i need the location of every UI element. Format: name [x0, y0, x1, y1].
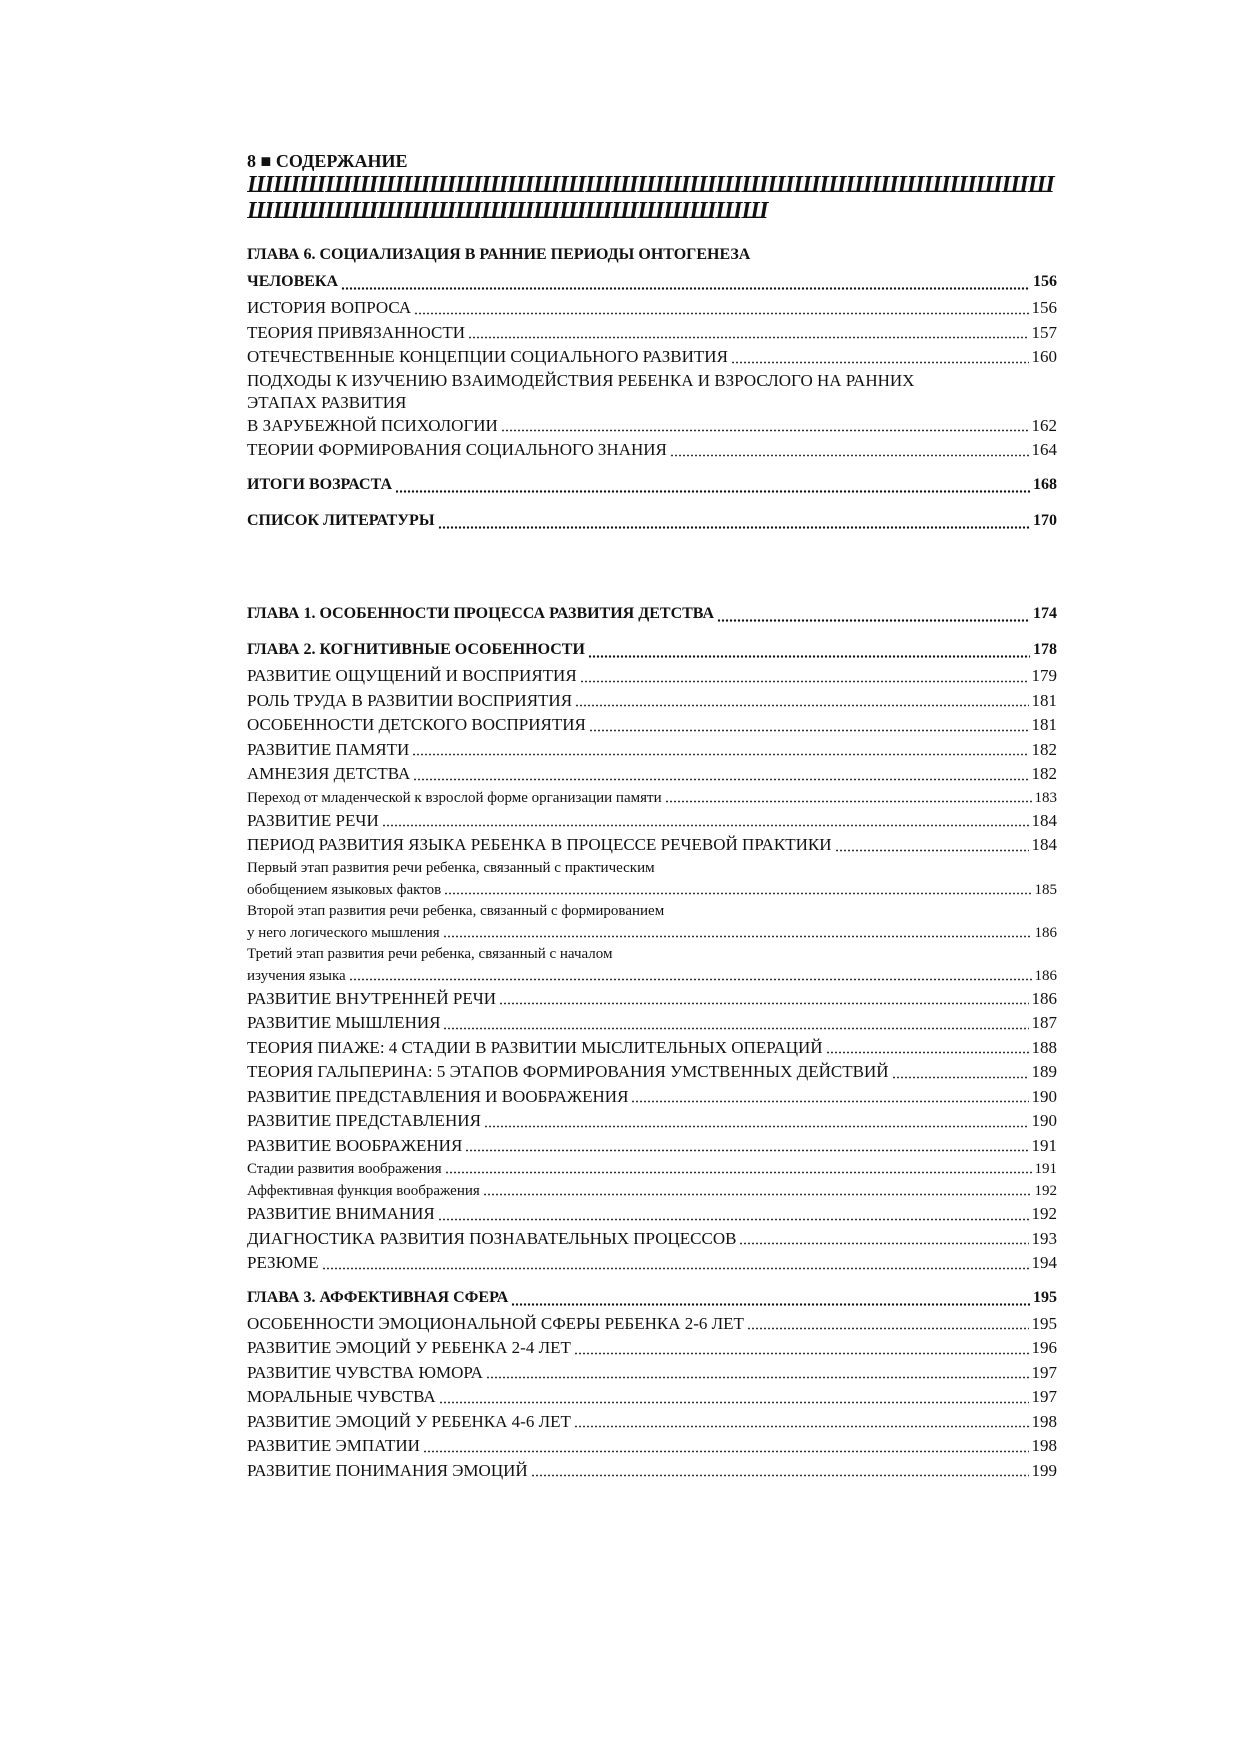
dot-leader — [444, 892, 1031, 895]
toc-entry-page: 181 — [1031, 715, 1057, 734]
toc-entry-title: ТЕОРИИ ФОРМИРОВАНИЯ СОЦИАЛЬНОГО ЗНАНИЯ — [247, 440, 667, 459]
toc-entry — [247, 664, 1057, 689]
toc-entry-page: 162 — [1031, 415, 1057, 435]
toc-entry-title: ОТЕЧЕСТВЕННЫЕ КОНЦЕПЦИИ СОЦИАЛЬНОГО РАЗВИТИЯ — [247, 347, 728, 366]
toc-entry-page: 182 — [1031, 764, 1057, 783]
dot-leader — [499, 1002, 1028, 1005]
toc-entry-title: РОЛЬ ТРУДА В РАЗВИТИИ ВОСПРИЯТИЯ — [247, 690, 573, 710]
toc-entry-title: РЕЗЮМЕ — [247, 1253, 319, 1272]
dot-leader — [580, 680, 1029, 683]
toc-entry — [247, 414, 1057, 439]
toc-entry-title: ТЕОРИЯ ПИАЖЕ: 4 СТАДИИ В РАЗВИТИИ МЫСЛИТЕЛЬНЫХ ОПЕРАЦИЙ — [247, 1037, 823, 1057]
dot-leader — [445, 1171, 1032, 1174]
toc-entry — [247, 1180, 1057, 1202]
toc-entry — [247, 600, 1057, 628]
toc-entry-page: 183 — [1034, 789, 1057, 806]
toc-entry — [247, 713, 1057, 738]
toc-entry-page: 192 — [1034, 1183, 1057, 1199]
toc-entry — [247, 1312, 1057, 1337]
toc-entry-title: РАЗВИТИЕ ВНУТРЕННЕЙ РЕЧИ — [247, 988, 497, 1008]
toc-entry-page: 164 — [1031, 440, 1057, 459]
toc-entry-page: 184 — [1031, 810, 1057, 830]
toc-entry-title: ЧЕЛОВЕКА — [247, 273, 339, 290]
toc-entry-page: 190 — [1031, 1086, 1057, 1106]
toc-entry-title-line: Второй этап развития речи ребенка, связанный с формированием — [247, 902, 665, 919]
dot-leader — [589, 729, 1029, 732]
toc-entry-title: В ЗАРУБЕЖНОЙ ПСИХОЛОГИИ — [247, 415, 498, 435]
toc-entry-page: 186 — [1031, 988, 1057, 1008]
toc-entry — [247, 1060, 1057, 1085]
toc-entry-page: 157 — [1031, 322, 1057, 342]
toc-entry — [247, 738, 1057, 763]
dot-leader — [412, 753, 1028, 756]
toc-entry-title: РАЗВИТИЕ ПОНИМАНИЯ ЭМОЦИЙ — [247, 1460, 528, 1480]
toc-section-2 — [247, 592, 1057, 1483]
dot-leader — [414, 312, 1028, 315]
toc-entry — [247, 1434, 1057, 1459]
toc-entry-title-line: ПОДХОДЫ К ИЗУЧЕНИЮ ВЗАИМОДЕЙСТВИЯ РЕБЕНКА И ВЗРОСЛОГО НА РАННИХ — [247, 370, 915, 390]
toc-entry — [247, 965, 1057, 987]
toc-entry — [247, 1036, 1057, 1061]
toc-entry — [247, 321, 1057, 346]
toc-entry-title: РАЗВИТИЕ ОЩУЩЕНИЙ И ВОСПРИЯТИЯ — [247, 666, 577, 685]
toc-entry-title: СПИСОК ЛИТЕРАТУРЫ — [247, 511, 435, 529]
toc-entry-page: 198 — [1031, 1436, 1057, 1455]
toc-entry — [247, 1202, 1057, 1227]
toc-entry-title: РАЗВИТИЕ ПРЕДСТАВЛЕНИЯ — [247, 1111, 481, 1130]
toc-entry — [247, 1085, 1057, 1110]
toc-entry-title: ОСОБЕННОСТИ ЭМОЦИОНАЛЬНОЙ СФЕРЫ РЕБЕНКА 2-6 ЛЕТ — [247, 1313, 744, 1333]
toc-entry — [247, 762, 1057, 787]
dot-leader — [413, 778, 1028, 781]
toc-entry — [247, 507, 1057, 535]
toc-entry-title: РАЗВИТИЕ ЧУВСТВА ЮМОРА — [247, 1362, 483, 1382]
toc-entry-page: 160 — [1031, 347, 1057, 366]
toc-entry-page: 192 — [1031, 1204, 1057, 1223]
toc-entry-page: 185 — [1034, 881, 1057, 898]
toc-entry — [247, 1336, 1057, 1361]
toc-entry-title: ГЛАВА 3. АФФЕКТИВНАЯ СФЕРА — [247, 1288, 509, 1306]
toc-entry-page: 181 — [1031, 690, 1057, 710]
dot-leader — [511, 1303, 1030, 1306]
toc-entry-page: 197 — [1031, 1362, 1057, 1382]
dot-leader — [731, 361, 1029, 364]
dot-leader — [826, 1051, 1029, 1054]
toc-entry-page: 178 — [1033, 641, 1057, 658]
toc-entry — [247, 1410, 1057, 1435]
toc-entry-page: 191 — [1034, 1161, 1057, 1177]
toc-entry-page: 196 — [1031, 1338, 1057, 1357]
toc-entry — [247, 1158, 1057, 1180]
toc-entry-title: РАЗВИТИЕ ВНИМАНИЯ — [247, 1204, 435, 1223]
toc-entry-page: 168 — [1033, 475, 1057, 493]
toc-entry — [247, 438, 1057, 463]
toc-entry — [247, 809, 1057, 834]
dot-leader — [349, 978, 1032, 981]
toc-entry — [247, 1459, 1057, 1484]
toc-entry-title: ДИАГНОСТИКА РАЗВИТИЯ ПОЗНАВАТЕЛЬНЫХ ПРОЦЕССОВ — [247, 1228, 737, 1248]
toc-entry-title: АМНЕЗИЯ ДЕТСТВА — [247, 764, 411, 783]
page-header — [247, 150, 1057, 224]
toc-entry-page: 193 — [1031, 1228, 1057, 1248]
dot-leader — [438, 526, 1030, 529]
toc-entry — [247, 922, 1057, 944]
toc-entry — [247, 1011, 1057, 1036]
dot-leader — [588, 655, 1030, 658]
toc-section-1 — [247, 242, 1057, 535]
toc-entry — [247, 879, 1057, 901]
toc-entry-page: 189 — [1031, 1062, 1057, 1081]
toc-entry — [247, 1109, 1057, 1134]
dot-leader — [483, 1193, 1032, 1196]
toc-entry-title: РАЗВИТИЕ ЭМОЦИЙ У РЕБЕНКА 4-6 ЛЕТ — [247, 1411, 571, 1431]
toc-entry-page: 190 — [1031, 1111, 1057, 1130]
toc-entry — [247, 268, 1057, 296]
dot-leader — [670, 454, 1029, 457]
toc-entry — [247, 1361, 1057, 1386]
dot-leader — [341, 287, 1030, 290]
toc-entry — [247, 296, 1057, 321]
dot-leader — [438, 1218, 1029, 1221]
dot-leader — [395, 490, 1030, 493]
toc-entry-title: РАЗВИТИЕ МЫШЛЕНИЯ — [247, 1013, 441, 1032]
dot-leader — [443, 1027, 1028, 1030]
toc-chapter-title-line: ГЛАВА 6. СОЦИАЛИЗАЦИЯ В РАННИЕ ПЕРИОДЫ ОНТОГЕНЕЗА — [247, 246, 751, 263]
dot-leader — [631, 1100, 1028, 1103]
toc-entry-title: Аффективная функция воображения — [247, 1183, 480, 1199]
dot-leader — [439, 1401, 1029, 1404]
toc-entry — [247, 689, 1057, 714]
toc-entry — [247, 1251, 1057, 1276]
toc-entry — [247, 345, 1057, 370]
toc-entry-title: ГЛАВА 2. КОГНИТИВНЫЕ ОСОБЕННОСТИ — [247, 641, 585, 658]
toc-entry-page: 195 — [1033, 1288, 1057, 1306]
toc-entry-title: РАЗВИТИЕ ВООБРАЖЕНИЯ — [247, 1135, 463, 1155]
toc-entry-page: 191 — [1031, 1135, 1057, 1155]
toc-entry-title: изучения языка — [247, 967, 346, 984]
dot-leader — [423, 1450, 1029, 1453]
toc-entry-page: 186 — [1034, 967, 1057, 984]
dot-leader — [486, 1376, 1029, 1379]
dot-leader — [443, 935, 1032, 938]
toc-entry-title: ПЕРИОД РАЗВИТИЯ ЯЗЫКА РЕБЕНКА В ПРОЦЕССЕ РЕЧЕВОЙ ПРАКТИКИ — [247, 835, 832, 854]
toc-entry-title: РАЗВИТИЕ ЭМОЦИЙ У РЕБЕНКА 2-4 ЛЕТ — [247, 1338, 571, 1357]
dot-leader — [468, 336, 1028, 339]
toc-entry-title: ТЕОРИЯ ПРИВЯЗАННОСТИ — [247, 322, 466, 342]
toc-entry — [247, 1385, 1057, 1410]
dot-leader — [739, 1242, 1028, 1245]
toc-entry-title-line: Третий этап развития речи ребенка, связанный с началом — [247, 945, 613, 962]
dot-leader — [717, 619, 1030, 622]
dot-leader — [465, 1149, 1028, 1152]
toc-entry-page: 186 — [1034, 924, 1057, 941]
toc-entry — [247, 987, 1057, 1012]
toc-entry — [247, 1134, 1057, 1159]
dot-leader — [484, 1125, 1029, 1128]
dot-leader — [531, 1474, 1029, 1477]
toc-entry-page: 182 — [1031, 739, 1057, 759]
toc-entry-page: 197 — [1031, 1387, 1057, 1406]
toc-entry-page: 199 — [1031, 1460, 1057, 1480]
dot-leader — [501, 429, 1029, 432]
toc-entry — [247, 636, 1057, 664]
dot-leader — [574, 1425, 1029, 1428]
dot-leader — [892, 1076, 1029, 1079]
toc-entry-title: РАЗВИТИЕ ПАМЯТИ — [247, 739, 410, 759]
toc-entry-page: 179 — [1031, 666, 1057, 685]
dot-leader — [575, 704, 1028, 707]
toc-entry-title: ГЛАВА 1. ОСОБЕННОСТИ ПРОЦЕССА РАЗВИТИЯ ДЕТСТВА — [247, 605, 715, 622]
toc-entry-title: РАЗВИТИЕ ЭМПАТИИ — [247, 1436, 420, 1455]
toc-entry-title-line: Первый этап развития речи ребенка, связанный с практическим — [247, 859, 655, 876]
toc-entry — [247, 787, 1057, 809]
toc-entry-title: Переход от младенческой к взрослой форме организации памяти — [247, 789, 662, 806]
toc-entry-title: ОСОБЕННОСТИ ДЕТСКОГО ВОСПРИЯТИЯ — [247, 715, 586, 734]
toc-entry-title: РАЗВИТИЕ РЕЧИ — [247, 810, 379, 830]
toc-entry-page: 194 — [1031, 1253, 1057, 1272]
toc-entry-title: ИСТОРИЯ ВОПРОСА — [247, 298, 412, 317]
toc-entry-title: обобщением языковых фактов — [247, 881, 442, 898]
dot-leader — [665, 800, 1032, 803]
toc-entry-title: ИТОГИ ВОЗРАСТА — [247, 475, 393, 493]
toc-entry — [247, 471, 1057, 499]
toc-entry-title: у него логического мышления — [247, 924, 440, 941]
toc-entry-page: 198 — [1031, 1411, 1057, 1431]
dot-leader — [382, 824, 1029, 827]
toc-entry-page: 195 — [1031, 1313, 1057, 1333]
toc-entry-page: 187 — [1031, 1013, 1057, 1032]
toc-entry-page: 174 — [1033, 605, 1057, 622]
toc-entry — [247, 1284, 1057, 1312]
decorative-ornament-line: ШШШШШШШШШШШШШШШШШШШШШШШШШШШШШШШШШШШШШШШШШШШШШШШШШШШ — [247, 172, 1054, 224]
toc-entry-title: РАЗВИТИЕ ПРЕДСТАВЛЕНИЯ И ВООБРАЖЕНИЯ — [247, 1086, 629, 1106]
toc-entry — [247, 1227, 1057, 1252]
toc-entry — [247, 833, 1057, 858]
toc-entry-title-line: ЭТАПАХ РАЗВИТИЯ — [247, 392, 407, 412]
toc-entry-page: 184 — [1031, 835, 1057, 854]
toc-entry-page: 188 — [1031, 1037, 1057, 1057]
dot-leader — [574, 1352, 1029, 1355]
running-head: 8 ■ СОДЕРЖАНИЕ — [247, 151, 408, 171]
toc-entry-page: 156 — [1033, 273, 1057, 290]
toc-entry-title: Стадии развития воображения — [247, 1161, 442, 1177]
toc-entry-title: ТЕОРИЯ ГАЛЬПЕРИНА: 5 ЭТАПОВ ФОРМИРОВАНИЯ УМСТВЕННЫХ ДЕЙСТВИЙ — [247, 1062, 889, 1081]
toc-entry-page: 156 — [1031, 298, 1057, 317]
toc-entry-title: МОРАЛЬНЫЕ ЧУВСТВА — [247, 1387, 436, 1406]
toc-entry-page: 170 — [1033, 511, 1057, 529]
dot-leader — [322, 1267, 1029, 1270]
dot-leader — [747, 1327, 1029, 1330]
dot-leader — [835, 849, 1029, 852]
